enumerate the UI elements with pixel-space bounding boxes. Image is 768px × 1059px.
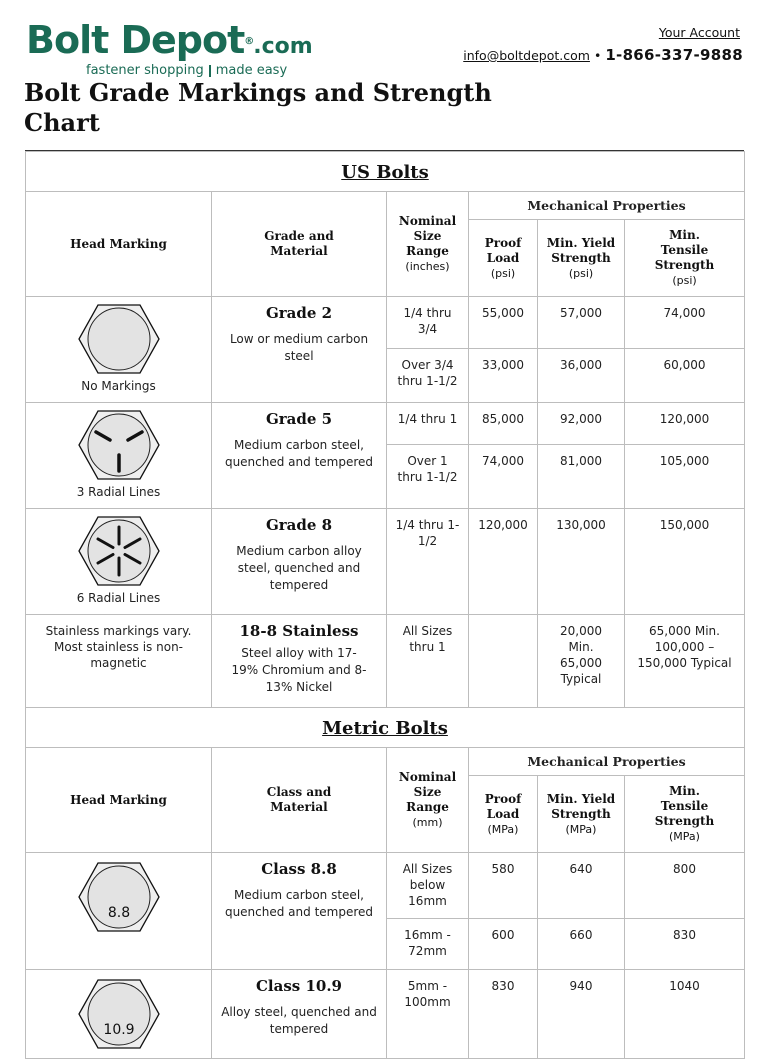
proof-load-cell: 580	[469, 853, 538, 919]
nominal-size-header: Nominal Size Range (inches)	[387, 192, 469, 297]
class-material-header: Class and Material	[212, 748, 387, 853]
grade-cell: Grade 2 Low or medium carbon steel	[212, 297, 387, 403]
proof-load-cell: 600	[469, 919, 538, 970]
yield-cell: 57,000	[538, 297, 625, 349]
tensile-cell: 105,000	[625, 445, 745, 509]
head-marking-cell: Stainless markings vary. Most stainless is non-magnetic	[26, 615, 212, 708]
class-cell: Class 10.9 Alloy steel, quenched and tempered	[212, 970, 387, 1059]
head-marking-cell: 3 Radial Lines	[26, 403, 212, 509]
proof-load-cell: 120,000	[469, 509, 538, 615]
proof-load-header: Proof Load (psi)	[469, 220, 538, 297]
head-marking-header: Head Marking	[26, 748, 212, 853]
head-marking-header: Head Marking	[26, 192, 212, 297]
hex-head-6-radial-lines-icon	[77, 515, 161, 587]
us-bolts-title: US Bolts	[26, 152, 745, 192]
head-marking-cell	[26, 970, 212, 1059]
yield-cell: 81,000	[538, 445, 625, 509]
logo-wordmark: Bolt Depot®.com	[26, 18, 313, 62]
site-header	[0, 0, 768, 150]
grade-cell: Grade 5 Medium carbon steel, quenched and tempered	[212, 403, 387, 509]
table-row	[26, 297, 745, 349]
grade-cell: Grade 8 Medium carbon alloy steel, quenched and tempered	[212, 509, 387, 615]
size-range-cell: 1/4 thru 1-1/2	[387, 509, 469, 615]
tensile-cell: 150,000	[625, 509, 745, 615]
tensile-cell: 800	[625, 853, 745, 919]
proof-load-cell: 33,000	[469, 349, 538, 403]
us-header-row	[26, 192, 745, 220]
yield-cell: 36,000	[538, 349, 625, 403]
table-row	[26, 615, 745, 708]
size-range-cell: 16mm - 72mm	[387, 919, 469, 970]
nominal-size-header: Nominal Size Range (mm)	[387, 748, 469, 853]
tensile-strength-header: Min. Tensile Strength (psi)	[625, 220, 745, 297]
yield-cell: 130,000	[538, 509, 625, 615]
size-range-cell: Over 3/4 thru 1-1/2	[387, 349, 469, 403]
head-marking-cell: No Markings	[26, 297, 212, 403]
table-row	[26, 853, 745, 919]
metric-header-row	[26, 748, 745, 776]
hex-head-class-10-9-icon	[77, 978, 161, 1050]
tensile-strength-header: Min. Tensile Strength (MPa)	[625, 776, 745, 853]
size-range-cell: 1/4 thru 3/4	[387, 297, 469, 349]
email-link[interactable]: info@boltdepot.com	[463, 48, 590, 63]
proof-load-cell: 74,000	[469, 445, 538, 509]
table-row	[26, 403, 745, 445]
us-section-title-row	[26, 152, 745, 192]
tensile-cell: 120,000	[625, 403, 745, 445]
contact-separator: •	[593, 48, 602, 63]
tensile-cell: 60,000	[625, 349, 745, 403]
mechanical-properties-header: Mechanical Properties	[469, 192, 745, 220]
mechanical-properties-header: Mechanical Properties	[469, 748, 745, 776]
size-range-cell: All Sizes below 16mm	[387, 853, 469, 919]
yield-cell: 20,000 Min. 65,000 Typical	[538, 615, 625, 708]
your-account-link[interactable]: Your Account	[658, 25, 740, 40]
yield-cell: 92,000	[538, 403, 625, 445]
head-marking-cell: 6 Radial Lines	[26, 509, 212, 615]
yield-strength-header: Min. Yield Strength (MPa)	[538, 776, 625, 853]
bolt-depot-logo[interactable]	[26, 20, 313, 78]
hex-head-plain-icon	[77, 303, 161, 375]
proof-load-header: Proof Load (MPa)	[469, 776, 538, 853]
strength-table	[25, 151, 745, 1059]
size-range-cell: All Sizes thru 1	[387, 615, 469, 708]
head-stamp-label: 10.9	[102, 1022, 135, 1038]
size-range-cell: Over 1 thru 1-1/2	[387, 445, 469, 509]
size-range-cell: 5mm - 100mm	[387, 970, 469, 1059]
table-row	[26, 509, 745, 615]
hex-head-3-radial-lines-icon	[77, 409, 161, 481]
hex-head-class-8-8-icon	[77, 861, 161, 933]
metric-section-title-row	[26, 708, 745, 748]
grade-cell: 18-8 Stainless Steel alloy with 17-19% Chromium and 8-13% Nickel	[212, 615, 387, 708]
proof-load-cell: 830	[469, 970, 538, 1059]
grade-material-header: Grade and Material	[212, 192, 387, 297]
tensile-cell: 65,000 Min. 100,000 – 150,000 Typical	[625, 615, 745, 708]
class-cell: Class 8.8 Medium carbon steel, quenched and tempered	[212, 853, 387, 970]
table-row	[26, 970, 745, 1059]
yield-cell: 660	[538, 919, 625, 970]
tensile-cell: 74,000	[625, 297, 745, 349]
bolt-grade-chart	[25, 150, 744, 1059]
metric-bolts-title: Metric Bolts	[26, 708, 745, 748]
proof-load-cell	[469, 615, 538, 708]
phone-number: 1-866-337-9888	[605, 46, 743, 64]
tensile-cell: 830	[625, 919, 745, 970]
proof-load-cell: 85,000	[469, 403, 538, 445]
logo-tagline: fastener shopping made easy	[86, 63, 288, 78]
yield-cell: 940	[538, 970, 625, 1059]
head-stamp-label: 8.8	[107, 905, 130, 921]
page-title: Bolt Grade Markings and Strength Chart	[24, 78, 492, 137]
proof-load-cell: 55,000	[469, 297, 538, 349]
tensile-cell: 1040	[625, 970, 745, 1059]
yield-cell: 640	[538, 853, 625, 919]
contact-info	[463, 46, 743, 64]
yield-strength-header: Min. Yield Strength (psi)	[538, 220, 625, 297]
size-range-cell: 1/4 thru 1	[387, 403, 469, 445]
head-marking-cell	[26, 853, 212, 970]
